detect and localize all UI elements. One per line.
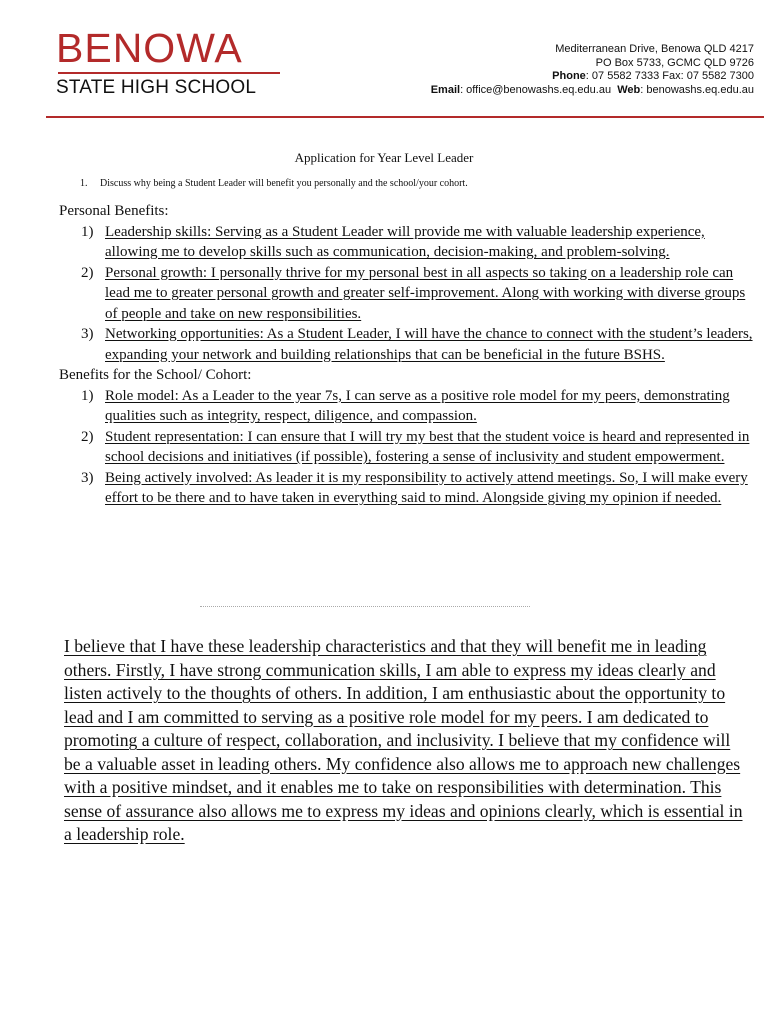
list-item: [59, 427, 759, 468]
address-line-2: PO Box 5733, GCMC QLD 9726: [595, 56, 754, 69]
email-value: : office@benowashs.eq.edu.au: [460, 83, 618, 96]
phone-line: [431, 70, 754, 84]
list-item: [59, 468, 759, 509]
school-benefits-heading: Benefits for the School/ Cohort:: [59, 367, 252, 383]
list-item: [59, 263, 759, 325]
phone-label: Phone: [552, 70, 586, 82]
item-number: 2): [81, 428, 94, 445]
contact-details: [431, 43, 754, 97]
personal-benefits-list: [59, 222, 759, 366]
address-line-1: Mediterranean Drive, Benowa QLD 4217: [555, 43, 754, 55]
list-item: [59, 386, 759, 427]
question-prompt: [80, 178, 468, 189]
item-number: 1): [81, 223, 94, 240]
email-label: Email: [430, 83, 461, 96]
item-text: Networking opportunities: As a Student Leader, I will have the chance to connect with the student’s leaders, expanding your network and building relationships that can be beneficial in the future BSHS.: [105, 326, 753, 363]
item-number: 1): [81, 387, 94, 404]
answer-benefits: [59, 201, 759, 509]
item-text: Leadership skills: Serving as a Student Leader will provide me with valuable leadership experience, allowing me to develop skills such as communication, decision-making, and problem-solving.: [105, 223, 705, 260]
personal-benefits-heading: Personal Benefits:: [59, 203, 169, 219]
header-divider: [46, 116, 764, 118]
item-number: 3): [81, 326, 94, 342]
item-text: Role model: As a Leader to the year 7s, I can serve as a positive role model for my peers, demonstrating qualities such as integrity, respect, diligence, and compassion.: [105, 387, 730, 424]
item-text: Student representation: I can ensure that I will try my best that the student voice is heard and represented in school decisions and initiatives (if possible), fostering a sense of inclusivity and student empowerment.: [105, 428, 750, 465]
question-number: 1.: [80, 178, 88, 189]
faint-dotted-line: [200, 606, 530, 611]
list-item: [59, 324, 759, 365]
school-name: BENOWA: [56, 25, 243, 71]
web-value: : benowashs.eq.edu.au: [640, 83, 754, 96]
list-item: [59, 222, 759, 263]
item-text: Personal growth: I personally thrive for my personal best in all aspects so taking on a leadership role can lead me to greater personal growth and greater self-improvement. Along with working with diverse groups of people and take on new responsibilities.: [105, 264, 746, 322]
item-text: Being actively involved: As leader it is my responsibility to actively attend meetings. So, I will make every effort to be there and to have taken in everything said to mind. Alongside giving my opinion if needed.: [105, 469, 748, 506]
form-title: Application for Year Level Leader: [294, 150, 474, 165]
item-number: 2): [81, 264, 94, 281]
question-text: Discuss why being a Student Leader will benefit you personally and the school/your cohort.: [100, 178, 468, 189]
email-web-line: [431, 84, 754, 98]
web-label: Web: [617, 83, 641, 96]
school-benefits-list: [59, 386, 759, 509]
logo-divider: [58, 72, 280, 74]
school-logo: [56, 26, 280, 99]
item-number: 3): [81, 469, 94, 486]
school-subtitle: STATE HIGH SCHOOL: [56, 77, 257, 98]
leadership-paragraph: I believe that I have these leadership characteristics and that they will benefit me in leading others. Firstly, I have strong communication skills, I am able to express my ideas clearly and listen actively to the thoughts of others. In addition, I am enthusiastic about the opportunity to lead and I am committed to serving as a positive role model for my peers. I am dedicated to promoting a culture of respect, collaboration, and inclusivity. I believe that my confidence will be a valuable asset in leading others. My confidence also allows me to approach new challenges with a positive mindset, and it enables me to take on responsibilities with determination. This sense of assurance also allows me to express my ideas and opinions clearly, which is essential in a leadership role.: [64, 636, 743, 844]
phone-value: : 07 5582 7333 Fax: 07 5582 7300: [585, 70, 754, 82]
